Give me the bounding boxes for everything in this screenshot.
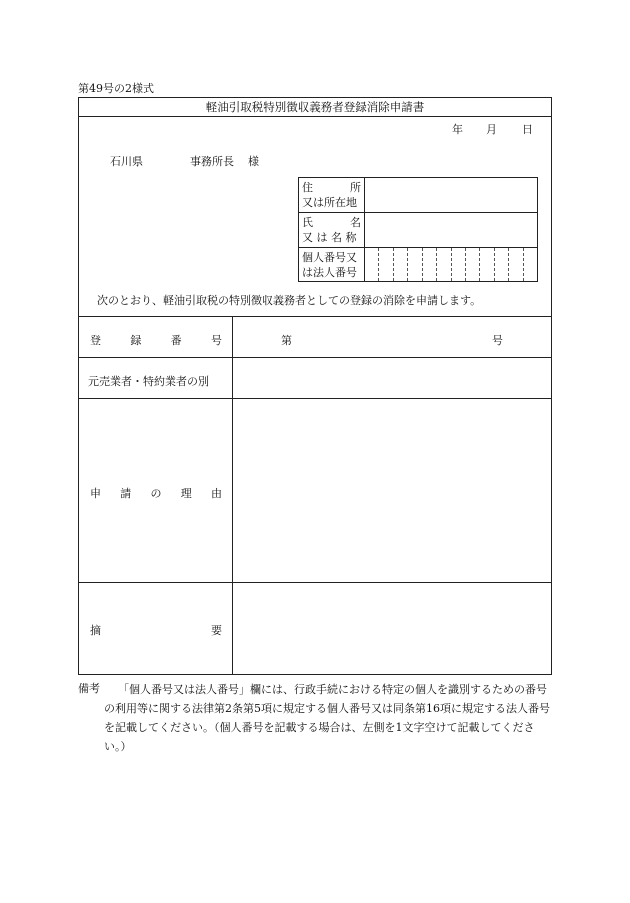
name-label — [299, 213, 365, 247]
id-number-field[interactable] — [365, 248, 537, 281]
reason-label-char: 由 — [211, 487, 222, 500]
addressee-prefecture: 石川県 — [110, 155, 143, 168]
table-top-border — [78, 316, 552, 317]
reason-label-char: の — [150, 487, 162, 500]
applicant-id-row — [299, 248, 537, 281]
name-label-line2: 又 は 名 称 — [302, 231, 357, 244]
date-year-label: 年 — [452, 123, 463, 136]
reason-label-char: 申 — [90, 487, 101, 500]
row-divider-1 — [78, 357, 552, 358]
addressee-office: 事務所長 — [190, 155, 234, 168]
reason-label-char: 請 — [120, 487, 132, 500]
id-number-digit-cell[interactable] — [394, 248, 408, 281]
name-label-char1: 氏 — [302, 216, 313, 229]
summary-field[interactable] — [234, 584, 550, 674]
note-label: 備考 — [78, 682, 100, 695]
id-number-digit-cell[interactable] — [480, 248, 494, 281]
registration-number-label-char: 号 — [210, 334, 222, 347]
registration-number-label-char: 番 — [170, 334, 182, 347]
note-text: 「個人番号又は法人番号」欄には、行政手続における特定の個人を識別するための番号の利用等に関する法律第2条第5項に規定する個人番号又は同条第16項に規定する法人番号を記載してください。（個人番号を記載する場合は、左側を1文字空けて記載してください。） — [104, 683, 550, 753]
id-number-digit-cell[interactable] — [524, 248, 537, 281]
id-number-digit-cell[interactable] — [365, 248, 379, 281]
applicant-address-row — [299, 178, 537, 213]
date-month-label: 月 — [486, 123, 497, 136]
summary-label-char: 摘 — [90, 624, 101, 637]
address-label-line2: 又は所在地 — [302, 196, 357, 209]
id-number-digit-cell[interactable] — [466, 248, 480, 281]
column-divider — [232, 316, 233, 675]
reason-label-char: 理 — [180, 487, 192, 500]
name-field[interactable] — [365, 213, 537, 247]
id-number-digit-cell[interactable] — [509, 248, 523, 281]
id-number-digit-cell[interactable] — [379, 248, 393, 281]
addressee-honorific: 様 — [248, 155, 259, 168]
summary-label-char: 要 — [211, 624, 222, 637]
id-number-digit-cell[interactable] — [408, 248, 422, 281]
registration-number-field[interactable] — [300, 322, 480, 352]
id-number-digit-cell[interactable] — [495, 248, 509, 281]
name-label-char2: 名 — [350, 216, 361, 229]
date-day-label: 日 — [522, 123, 533, 136]
row-divider-3 — [78, 582, 552, 583]
id-number-digit-cells — [365, 248, 537, 281]
reason-label — [90, 485, 222, 501]
id-number-digit-cell[interactable] — [452, 248, 466, 281]
registration-number-label-char: 録 — [130, 334, 142, 347]
address-label-char2: 所 — [350, 181, 361, 194]
address-label — [299, 178, 365, 212]
row-divider-2 — [78, 398, 552, 399]
id-number-label-line2: は法人番号 — [302, 266, 357, 279]
id-number-digit-cell[interactable] — [423, 248, 437, 281]
registration-number-label — [90, 332, 222, 348]
seller-type-field[interactable] — [234, 359, 550, 397]
form-number: 第49号の2様式 — [78, 82, 154, 95]
registration-number-label-char: 登 — [90, 334, 101, 347]
summary-label — [90, 622, 222, 638]
request-statement: 次のとおり、軽油引取税の特別徴収義務者としての登録の消除を申請します。 — [97, 294, 482, 307]
address-field[interactable] — [365, 178, 537, 212]
id-number-label — [299, 248, 365, 281]
form-title: 軽油引取税特別徴収義務者登録消除申請書 — [78, 97, 552, 117]
id-number-label-line1: 個人番号又 — [302, 251, 357, 264]
registration-number-prefix: 第 — [281, 334, 292, 347]
applicant-box — [298, 177, 538, 282]
id-number-digit-cell[interactable] — [437, 248, 451, 281]
applicant-name-row — [299, 213, 537, 248]
address-label-char1: 住 — [302, 181, 313, 194]
registration-number-suffix: 号 — [492, 334, 503, 347]
seller-type-label: 元売業者・特約業者の別 — [88, 375, 209, 388]
reason-field[interactable] — [234, 400, 550, 580]
